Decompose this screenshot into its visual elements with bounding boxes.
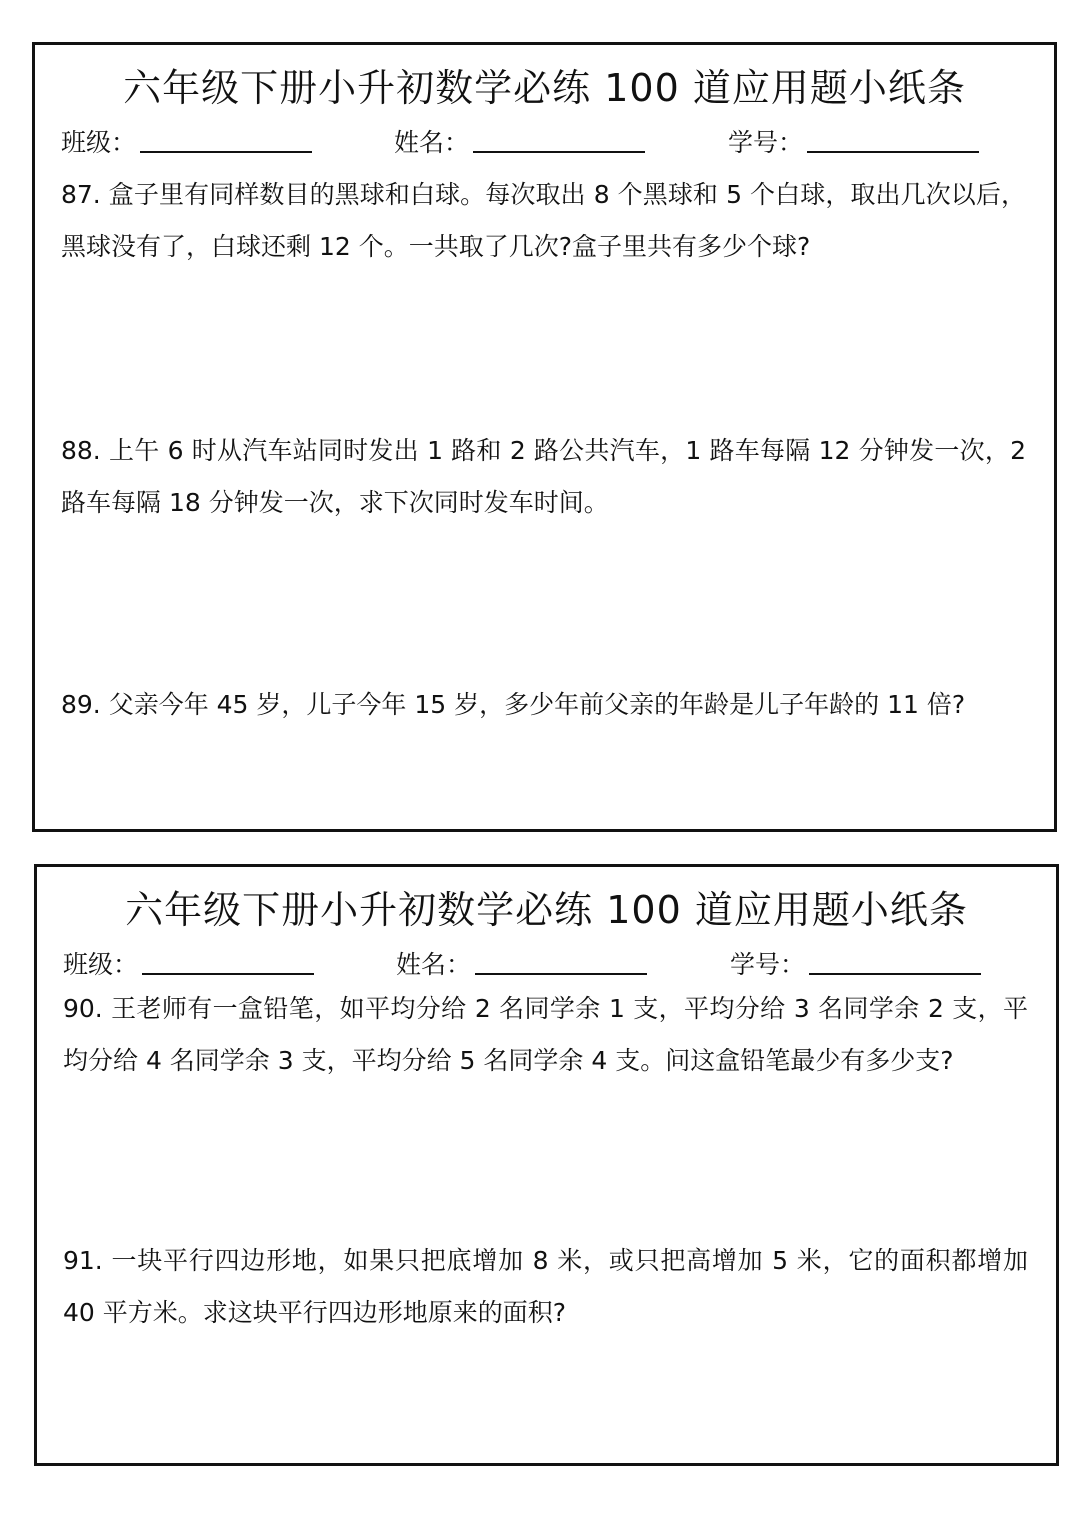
student-id-label: 学号： — [728, 128, 804, 157]
question-89: 89. 父亲今年 45 岁，儿子今年 15 岁，多少年前父亲的年龄是儿子年龄的 11 倍? — [61, 690, 966, 719]
class-label: 班级： — [63, 950, 139, 979]
name-blank-line — [475, 947, 647, 975]
student-info-row — [61, 125, 1028, 161]
question-88: 88. 上午 6 时从汽车站同时发出 1 路和 2 路公共汽车，1 路车每隔 12 分钟发一次，2 路车每隔 18 分钟发一次，求下次同时发车时间。 — [61, 436, 1026, 517]
student-id-field — [730, 947, 981, 983]
question-91: 91. 一块平行四边形地，如果只把底增加 8 米，或只把高增加 5 米，它的面积都增加 40 平方米。求这块平行四边形地原来的面积? — [63, 1246, 1028, 1327]
class-blank-line — [140, 125, 312, 153]
worksheet-title: 六年级下册小升初数学必练 100 道应用题小纸条 — [123, 66, 966, 110]
name-label: 姓名： — [394, 128, 470, 157]
student-id-blank-line — [809, 947, 981, 975]
student-id-label: 学号： — [730, 950, 806, 979]
class-field — [63, 947, 314, 983]
question-90: 90. 王老师有一盒铅笔，如平均分给 2 名同学余 1 支，平均分给 3 名同学余 2 支，平均分给 4 名同学余 3 支，平均分给 5 名同学余 4 支。问这盒铅笔最少有多少支? — [63, 994, 1028, 1075]
name-label: 姓名： — [396, 950, 472, 979]
question-87: 87. 盒子里有同样数目的黑球和白球。每次取出 8 个黑球和 5 个白球，取出几次以后，黑球没有了，白球还剩 12 个。一共取了几次?盒子里共有多少个球? — [61, 180, 1026, 261]
class-label: 班级： — [61, 128, 137, 157]
name-field — [396, 947, 647, 983]
worksheet-card-2 — [34, 864, 1059, 1466]
class-blank-line — [142, 947, 314, 975]
worksheet-title: 六年级下册小升初数学必练 100 道应用题小纸条 — [125, 888, 968, 932]
name-field — [394, 125, 645, 161]
name-blank-line — [473, 125, 645, 153]
student-id-blank-line — [807, 125, 979, 153]
student-id-field — [728, 125, 979, 161]
student-info-row — [63, 947, 1030, 983]
class-field — [61, 125, 312, 161]
worksheet-card-1 — [32, 42, 1057, 832]
